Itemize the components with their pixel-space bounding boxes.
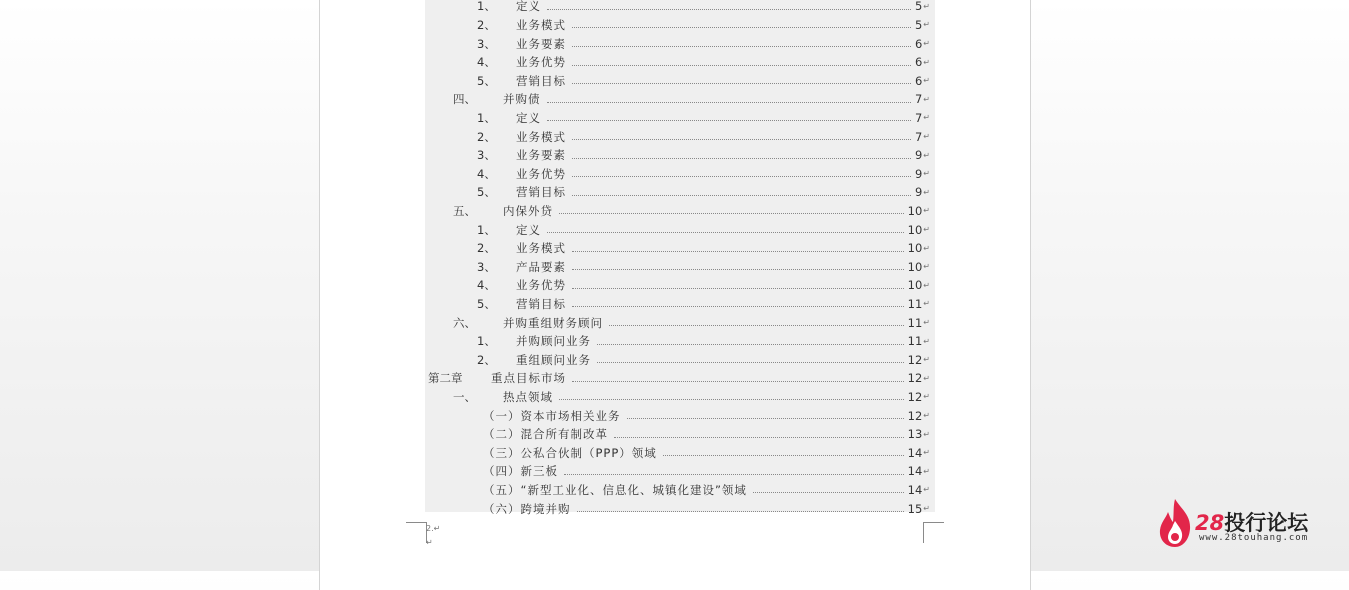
paragraph-mark: ↵ (923, 392, 930, 402)
toc-entry-title: 重组顾问业务 (516, 352, 591, 367)
toc-entry[interactable] (425, 462, 930, 480)
paragraph-mark: ↵ (923, 318, 930, 327)
flame-icon (1155, 497, 1195, 549)
toc-entry-number: 5、 (477, 73, 496, 88)
paragraph-mark: ↵ (923, 94, 930, 104)
paragraph-mark: ↵ (923, 280, 930, 290)
toc-entry-number: 1、 (477, 334, 496, 349)
toc-entry[interactable] (425, 53, 930, 71)
paragraph-mark: ↵ (923, 485, 930, 495)
toc-entry-title: 业务模式 (516, 241, 566, 256)
toc-entry[interactable] (425, 221, 930, 239)
paragraph-mark: ↵ (923, 20, 930, 30)
toc-entry-title: 业务要素 (516, 36, 566, 51)
footer-paragraph: 2.↵ (426, 524, 441, 533)
toc-entry-title: （三）公私合伙制（PPP）领域 (483, 445, 657, 460)
paragraph-mark: ↵ (923, 448, 930, 458)
toc-leader-dots (663, 455, 904, 456)
toc-entry-page-number: 12 (907, 408, 923, 423)
toc-entry-page-number: 10 (907, 241, 923, 256)
toc-entry-title: （一）资本市场相关业务 (483, 408, 621, 423)
toc-leader-dots (627, 418, 904, 419)
toc-leader-dots (547, 232, 904, 233)
paragraph-mark: ↵ (923, 504, 930, 513)
toc-entry-title: 重点目标市场 (491, 371, 566, 386)
toc-entry-number: 4、 (477, 166, 496, 181)
toc-entry-number: 3、 (477, 36, 496, 51)
paragraph-mark: ↵ (923, 113, 930, 123)
toc-entry[interactable] (425, 388, 930, 406)
paragraph-mark: ↵ (923, 373, 930, 383)
toc-entry-title: 营销目标 (516, 185, 566, 200)
toc-entry-page-number: 10 (907, 222, 923, 237)
paragraph-mark: ↵ (923, 132, 930, 141)
toc-entry[interactable] (425, 276, 930, 294)
toc-entry-title: 并购债 (503, 92, 541, 107)
toc-leader-dots (547, 102, 911, 103)
toc-entry[interactable] (425, 444, 930, 462)
toc-entry-title: 热点领域 (503, 389, 553, 404)
paragraph-mark: ↵ (923, 411, 930, 420)
toc-entry-page-number: 7 (914, 92, 923, 107)
document-page[interactable] (319, 0, 1031, 590)
toc-entry[interactable] (425, 295, 930, 313)
toc-entry-title: 业务优势 (516, 55, 566, 70)
toc-leader-dots (572, 65, 911, 66)
toc-entry[interactable] (425, 258, 930, 276)
toc-entry-page-number: 11 (907, 334, 923, 349)
toc-entry-page-number: 11 (907, 296, 923, 311)
toc-leader-dots (572, 195, 911, 196)
toc-leader-dots (547, 9, 911, 10)
toc-leader-dots (609, 325, 904, 326)
toc-leader-dots (572, 139, 911, 140)
toc-entry[interactable] (425, 481, 930, 499)
toc-entry-number: 五、 (453, 203, 476, 218)
toc-entry-title: 定义 (516, 110, 541, 125)
toc-entry-page-number: 6 (914, 55, 923, 70)
toc-entry-page-number: 6 (914, 73, 923, 88)
toc-entry-number: 2、 (477, 352, 496, 367)
toc-entry[interactable] (425, 369, 930, 387)
toc-entry-title: 业务模式 (516, 17, 566, 32)
toc-entry[interactable] (425, 128, 930, 146)
toc-entry[interactable] (425, 183, 930, 201)
toc-entry-number: 4、 (477, 278, 496, 293)
paragraph-mark: ↵ (923, 243, 930, 253)
toc-leader-dots (564, 474, 904, 475)
paragraph-mark: ↵ (923, 76, 930, 86)
toc-entry[interactable] (425, 72, 930, 90)
paragraph-mark: ↵ (923, 169, 930, 179)
toc-entry-title: 定义 (516, 222, 541, 237)
toc-entry-title: 并购顾问业务 (516, 334, 591, 349)
paragraph-mark: ↵ (923, 466, 930, 476)
toc-entry-page-number: 10 (907, 259, 923, 274)
toc-entry-page-number: 6 (914, 36, 923, 51)
toc-entry-number: 第二章 (428, 371, 463, 386)
toc-entry-page-number: 5 (914, 0, 923, 14)
toc-leader-dots (572, 381, 904, 382)
footer-empty-paragraph: ↵ (426, 538, 433, 547)
toc-entry-title: 营销目标 (516, 296, 566, 311)
logo-number: 28 (1195, 511, 1225, 535)
toc-entry-number: 3、 (477, 259, 496, 274)
watermark-logo (1155, 497, 1325, 549)
toc-entry-number: 2、 (477, 241, 496, 256)
toc-entry-page-number: 7 (914, 129, 923, 144)
paragraph-mark: ↵ (923, 187, 930, 197)
toc-entry[interactable] (425, 146, 930, 164)
toc-entry-number: 1、 (477, 0, 496, 14)
toc-entry-number: 1、 (477, 222, 496, 237)
toc-entry-page-number: 9 (914, 148, 923, 163)
toc-entry[interactable] (425, 332, 930, 350)
toc-leader-dots (572, 83, 911, 84)
toc-entry[interactable] (425, 407, 930, 425)
toc-entry-page-number: 10 (907, 203, 923, 218)
logo-url: www.28touhang.com (1199, 533, 1309, 543)
toc-entry-number: 一、 (453, 389, 476, 404)
toc-entry-page-number: 10 (907, 278, 923, 293)
crop-mark-right (923, 522, 944, 543)
toc-entry-number: 四、 (453, 92, 476, 107)
toc-entry-page-number: 12 (907, 352, 923, 367)
toc-entry-page-number: 11 (907, 315, 923, 330)
toc-entry[interactable] (425, 202, 930, 220)
toc-leader-dots (559, 213, 904, 214)
toc-entry[interactable] (425, 239, 930, 257)
toc-entry[interactable] (425, 0, 930, 15)
toc-entry-number: 2、 (477, 129, 496, 144)
toc-entry-page-number: 14 (907, 445, 923, 460)
paragraph-mark: ↵ (923, 429, 930, 439)
paragraph-mark: ↵ (923, 150, 930, 160)
toc-entry-title: 业务优势 (516, 278, 566, 293)
toc-entry[interactable] (425, 425, 930, 443)
toc-entry[interactable] (425, 314, 930, 332)
toc-leader-dots (753, 492, 904, 493)
toc-leader-dots (577, 511, 904, 512)
crop-mark-left (406, 522, 427, 543)
toc-entry-title: （五）“新型工业化、信息化、城镇化建设”领域 (483, 482, 747, 497)
toc-entry-page-number: 7 (914, 110, 923, 125)
toc-leader-dots (572, 288, 904, 289)
toc-leader-dots (547, 120, 911, 121)
paragraph-mark: ↵ (923, 355, 930, 365)
table-of-contents[interactable] (425, 0, 935, 516)
paragraph-mark: ↵ (923, 1, 930, 11)
toc-entry-title: 营销目标 (516, 73, 566, 88)
toc-entry[interactable] (425, 351, 930, 369)
toc-entry-title: （四）新三板 (483, 464, 558, 479)
toc-entry-page-number: 9 (914, 185, 923, 200)
toc-entry-page-number: 14 (907, 482, 923, 497)
toc-leader-dots (572, 269, 904, 270)
toc-leader-dots (614, 437, 904, 438)
toc-entry-number: 5、 (477, 296, 496, 311)
toc-entry-title: 定义 (516, 0, 541, 14)
toc-leader-dots (572, 46, 911, 47)
paragraph-mark: ↵ (923, 299, 930, 309)
toc-entry-page-number: 12 (907, 371, 923, 386)
toc-entry-number: 2、 (477, 17, 496, 32)
toc-leader-dots (572, 158, 911, 159)
paragraph-mark: ↵ (923, 336, 930, 346)
toc-entry-title: 业务要素 (516, 148, 566, 163)
toc-leader-dots (597, 344, 904, 345)
paragraph-mark: ↵ (923, 262, 930, 272)
paragraph-mark: ↵ (923, 206, 930, 216)
toc-leader-dots (559, 399, 904, 400)
toc-entry-title: 业务优势 (516, 166, 566, 181)
toc-entry[interactable] (425, 16, 930, 34)
toc-entry-page-number: 13 (907, 427, 923, 442)
toc-entry-title: （六）跨境并购 (483, 501, 571, 516)
toc-entry-number: 1、 (477, 110, 496, 125)
toc-leader-dots (572, 306, 904, 307)
paragraph-mark: ↵ (923, 57, 930, 67)
toc-entry-number: 六、 (453, 315, 476, 330)
toc-entry-title: 产品要素 (516, 259, 566, 274)
toc-entry[interactable] (425, 165, 930, 183)
toc-entry[interactable] (425, 35, 930, 53)
toc-leader-dots (572, 27, 911, 28)
toc-entry-number: 5、 (477, 185, 496, 200)
paragraph-mark: ↵ (923, 39, 930, 48)
toc-entry[interactable] (425, 500, 930, 518)
toc-entry-title: 内保外贷 (503, 203, 553, 218)
toc-entry-number: 4、 (477, 55, 496, 70)
toc-entry[interactable] (425, 109, 930, 127)
toc-leader-dots (572, 176, 911, 177)
toc-entry-number: 3、 (477, 148, 496, 163)
toc-entry-title: 并购重组财务顾问 (503, 315, 603, 330)
toc-leader-dots (597, 362, 904, 363)
toc-entry-page-number: 9 (914, 166, 923, 181)
logo-name: 投行论坛 (1224, 511, 1309, 535)
toc-entry-page-number: 5 (914, 17, 923, 32)
toc-entry[interactable] (425, 90, 930, 108)
paragraph-mark: ↵ (923, 225, 930, 234)
toc-entry-page-number: 15 (907, 501, 923, 516)
toc-leader-dots (572, 251, 904, 252)
toc-entry-page-number: 14 (907, 464, 923, 479)
toc-entry-title: （二）混合所有制改革 (483, 427, 608, 442)
toc-entry-title: 业务模式 (516, 129, 566, 144)
toc-entry-page-number: 12 (907, 389, 923, 404)
